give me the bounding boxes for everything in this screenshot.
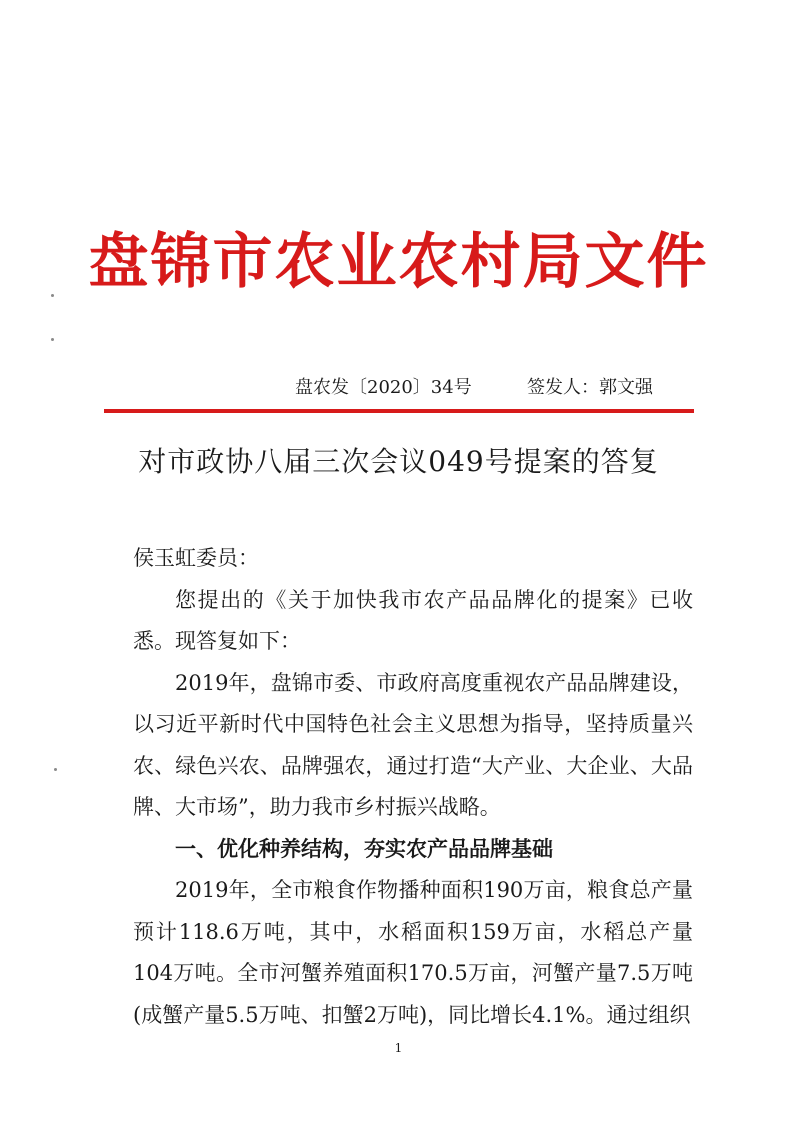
red-divider-line xyxy=(104,409,694,413)
page-number: 1 xyxy=(394,1041,403,1055)
document-title: 对市政协八届三次会议049号提案的答复 xyxy=(138,445,659,478)
document-meta xyxy=(0,376,797,400)
signer: 签发人：郭文强 xyxy=(527,377,653,398)
scan-speck xyxy=(51,338,54,341)
document-number: 盘农发〔2020〕34号 xyxy=(295,377,472,398)
scan-speck xyxy=(54,768,57,771)
section-heading: 一、优化种养结构，夯实农产品品牌基础 xyxy=(175,836,553,861)
body-paragraph: 2019年，全市粮食作物播种面积190万亩，粮食总产量预计118.6万吨，其中，水稻面积159万亩，水稻总产量104万吨。全市河蟹养殖面积170.5万亩，河蟹产量7.5万吨(成蟹产量5.5万吨、扣蟹2万吨)，同比增长4.1%。通过组织 xyxy=(133,878,693,1027)
salutation: 侯玉虹委员： xyxy=(133,546,259,570)
document-body xyxy=(133,538,693,1036)
body-paragraph: 您提出的《关于加快我市农产品品牌化的提案》已收悉。现答复如下： xyxy=(133,587,693,653)
masthead-title: 盘锦市农业农村局文件 xyxy=(88,227,709,297)
body-paragraph: 2019年，盘锦市委、市政府高度重视农产品品牌建设，以习近平新时代中国特色社会主义思想为指导，坚持质量兴农、绿色兴农、品牌强农，通过打造“大产业、大企业、大品牌、大市场”，助力我市乡村振兴战略。 xyxy=(133,670,693,819)
